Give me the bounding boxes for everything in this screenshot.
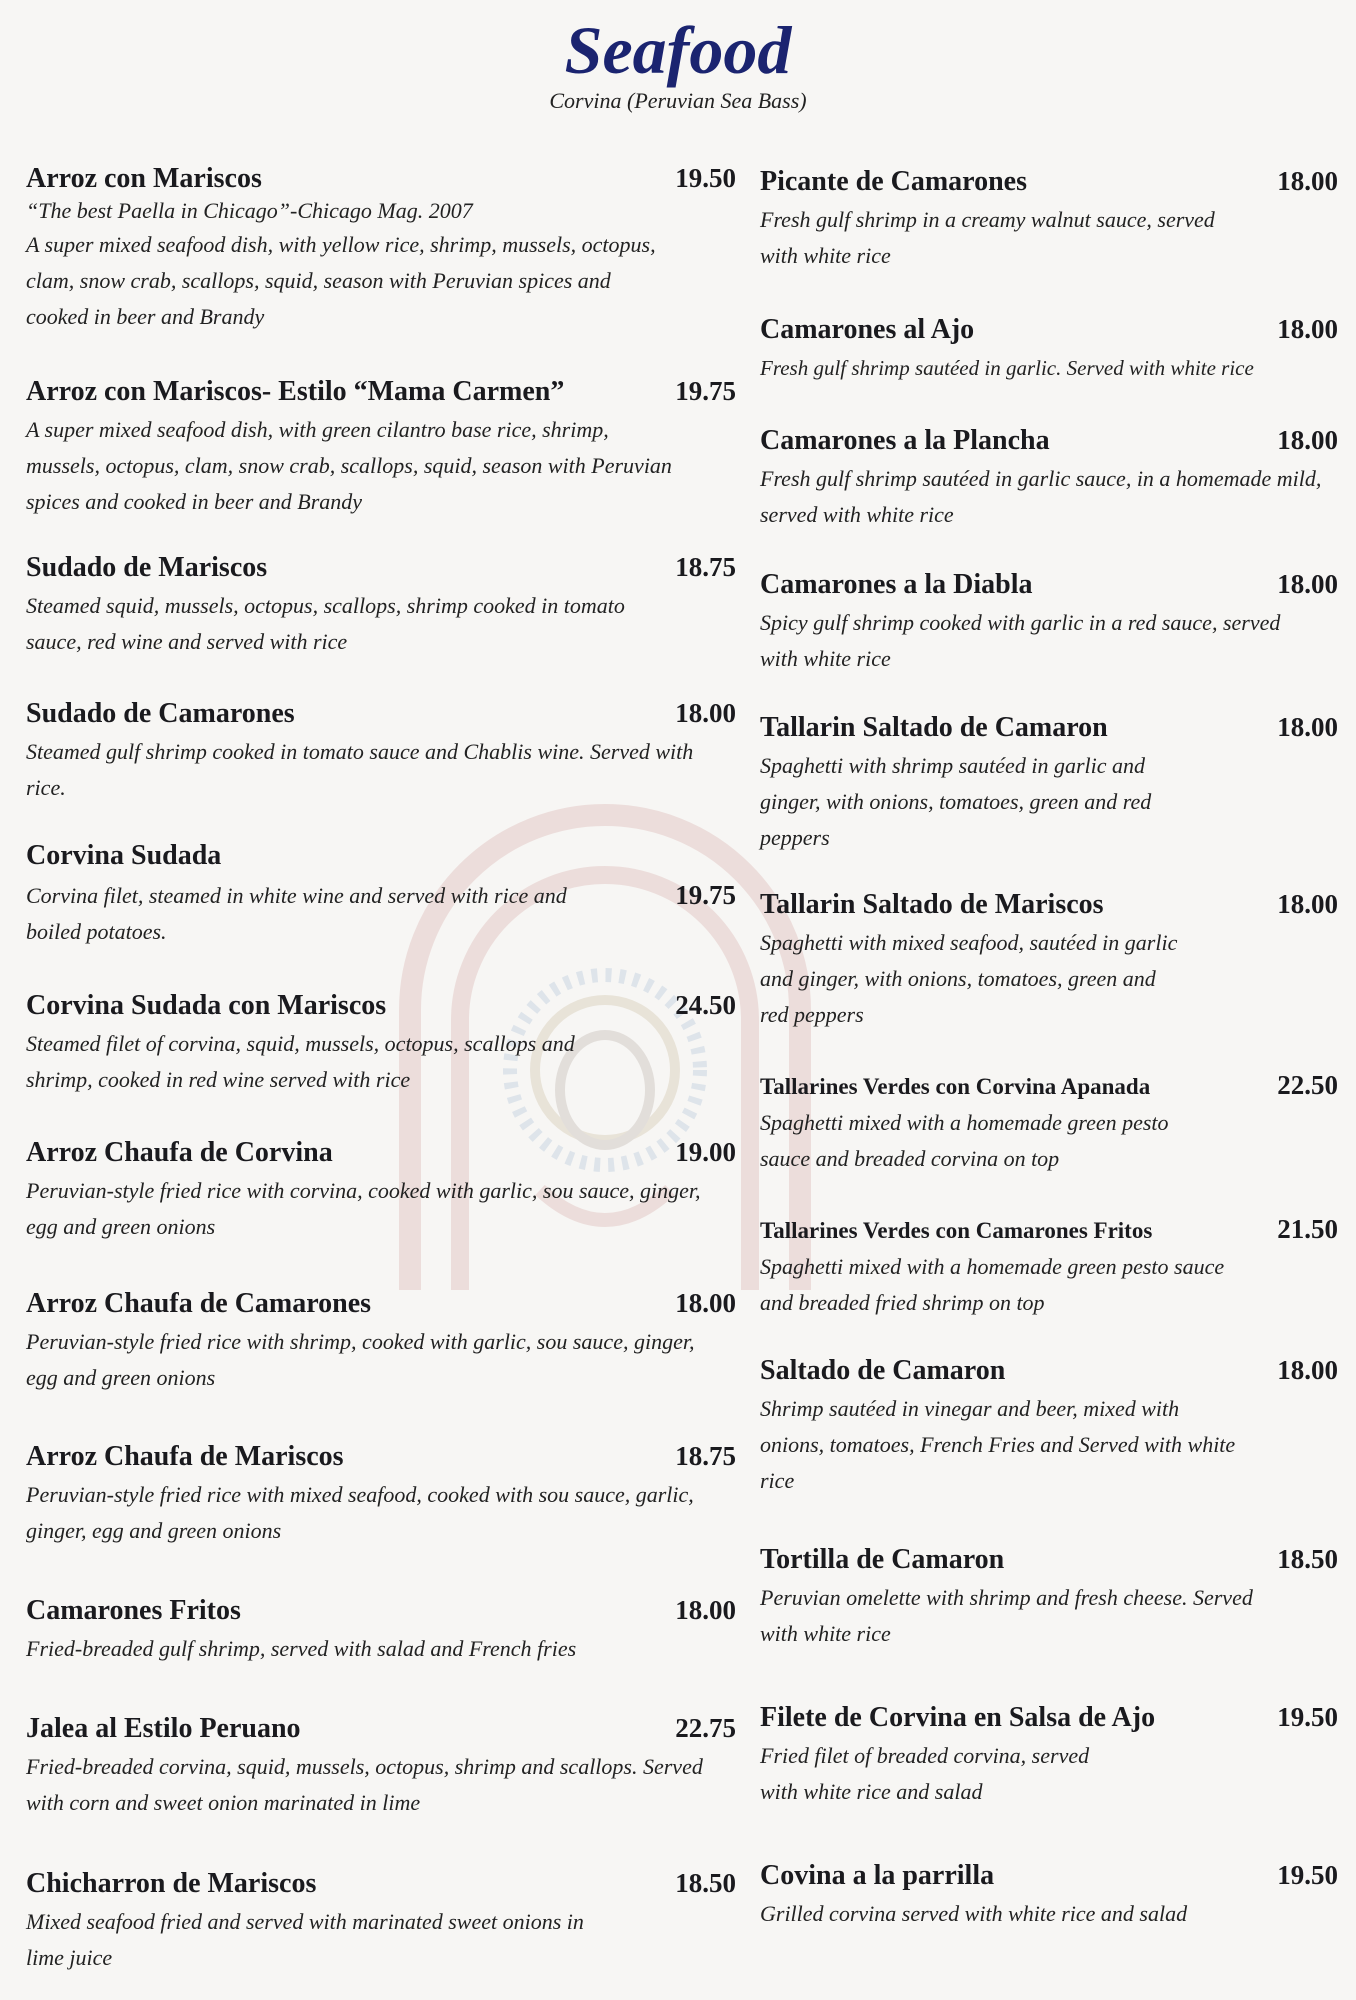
item-name: Tortilla de Camaron bbox=[760, 1544, 1005, 1575]
menu-item bbox=[26, 163, 736, 335]
item-price: 22.50 bbox=[1277, 1070, 1338, 1100]
menu-item bbox=[26, 1441, 736, 1549]
item-description: Peruvian-style fried rice with shrimp, cooked with garlic, sou sauce, ginger, egg and green onions bbox=[26, 1329, 695, 1390]
item-description: Fresh gulf shrimp in a creamy walnut sauce, served with white rice bbox=[760, 207, 1215, 268]
item-description: Shrimp sautéed in vinegar and beer, mixed with onions, tomatoes, French Fries and Served with white rice bbox=[760, 1396, 1236, 1493]
item-price: 19.50 bbox=[675, 163, 736, 193]
item-description: Peruvian omelette with shrimp and fresh cheese. Served with white rice bbox=[760, 1585, 1253, 1646]
item-description: Steamed squid, mussels, octopus, scallops, shrimp cooked in tomato sauce, red wine and served with rice bbox=[26, 593, 625, 654]
item-name: Sudado de Mariscos bbox=[26, 552, 268, 583]
item-description: Spaghetti mixed with a homemade green pesto sauce and breaded corvina on top bbox=[760, 1110, 1169, 1171]
item-name: Chicharron de Mariscos bbox=[26, 1868, 317, 1899]
section-title: Seafood bbox=[564, 12, 792, 88]
item-price: 18.00 bbox=[1277, 1355, 1338, 1385]
item-price: 18.00 bbox=[1277, 889, 1338, 919]
menu-item bbox=[26, 552, 736, 660]
item-price: 18.50 bbox=[675, 1868, 736, 1898]
item-name: Camarones a la Diabla bbox=[760, 569, 1033, 600]
item-price: 18.00 bbox=[1277, 314, 1338, 344]
menu-item bbox=[26, 1137, 736, 1245]
item-price: 19.75 bbox=[675, 880, 736, 910]
item-description: Fried-breaded gulf shrimp, served with salad and French fries bbox=[26, 1636, 577, 1661]
item-price: 19.50 bbox=[1277, 1702, 1338, 1732]
item-price: 22.75 bbox=[675, 1713, 736, 1743]
item-price: 19.75 bbox=[675, 376, 736, 406]
menu-item bbox=[26, 1868, 736, 1976]
item-description: Spicy gulf shrimp cooked with garlic in a red sauce, served with white rice bbox=[760, 610, 1281, 671]
menu-item bbox=[760, 889, 1338, 1033]
menu-item bbox=[26, 1713, 736, 1821]
menu-item bbox=[26, 1595, 736, 1667]
item-price: 18.00 bbox=[1277, 166, 1338, 196]
item-name: Camarones Fritos bbox=[26, 1595, 241, 1626]
item-name: Arroz Chaufa de Corvina bbox=[26, 1137, 333, 1168]
item-description: Steamed gulf shrimp cooked in tomato sauce and Chablis wine. Served with rice. bbox=[26, 739, 694, 800]
item-name: Tallarines Verdes con Camarones Fritos bbox=[760, 1218, 1153, 1243]
item-name: Camarones al Ajo bbox=[760, 314, 975, 345]
item-name: Arroz Chaufa de Mariscos bbox=[26, 1441, 344, 1472]
item-price: 21.50 bbox=[1277, 1214, 1338, 1244]
item-name: Arroz con Mariscos- Estilo “Mama Carmen” bbox=[26, 376, 565, 407]
item-price: 18.00 bbox=[1277, 712, 1338, 742]
item-description: Fried filet of breaded corvina, served with white rice and salad bbox=[760, 1743, 1090, 1804]
menu-item bbox=[26, 376, 736, 520]
menu-item bbox=[760, 425, 1338, 533]
item-name: Arroz con Mariscos bbox=[26, 163, 262, 194]
item-name: Saltado de Camaron bbox=[760, 1355, 1006, 1386]
item-price: 19.00 bbox=[675, 1137, 736, 1167]
item-name: Tallarin Saltado de Mariscos bbox=[760, 889, 1104, 920]
item-description: Spaghetti mixed with a homemade green pesto sauce and breaded fried shrimp on top bbox=[760, 1254, 1225, 1315]
menu-item bbox=[26, 990, 736, 1098]
item-description: Spaghetti with mixed seafood, sautéed in garlic and ginger, with onions, tomatoes, green and red peppers bbox=[760, 930, 1178, 1027]
item-name: Filete de Corvina en Salsa de Ajo bbox=[760, 1702, 1156, 1733]
item-price: 18.50 bbox=[1277, 1544, 1338, 1574]
menu-item bbox=[26, 1288, 736, 1396]
item-description: Steamed filet of corvina, squid, mussels, octopus, scallops and shrimp, cooked in red wine served with rice bbox=[26, 1031, 575, 1092]
item-description: Mixed seafood fried and served with marinated sweet onions in lime juice bbox=[26, 1909, 584, 1970]
section-subtitle: Corvina (Peruvian Sea Bass) bbox=[549, 88, 807, 113]
menu-header bbox=[0, 10, 1356, 114]
menu-item bbox=[760, 314, 1338, 386]
menu-item bbox=[760, 1702, 1338, 1810]
item-price: 18.75 bbox=[675, 552, 736, 582]
item-name: Tallarin Saltado de Camaron bbox=[760, 712, 1108, 743]
item-price: 24.50 bbox=[675, 990, 736, 1020]
menu-item bbox=[760, 1214, 1338, 1321]
item-name: Sudado de Camarones bbox=[26, 698, 295, 729]
menu-item bbox=[760, 1860, 1338, 1932]
item-price: 18.00 bbox=[1277, 569, 1338, 599]
item-description: Peruvian-style fried rice with mixed seafood, cooked with sou sauce, garlic, ginger, egg and green onions bbox=[26, 1482, 694, 1543]
item-price: 18.00 bbox=[1277, 425, 1338, 455]
menu-item bbox=[760, 712, 1338, 856]
menu-item bbox=[760, 166, 1338, 274]
item-price: 18.00 bbox=[675, 698, 736, 728]
menu-item bbox=[760, 1070, 1338, 1177]
item-name: Covina a la parrilla bbox=[760, 1860, 995, 1891]
item-price: 18.75 bbox=[675, 1441, 736, 1471]
item-price: 18.00 bbox=[675, 1288, 736, 1318]
menu-item bbox=[760, 569, 1338, 677]
menu-item bbox=[26, 840, 736, 950]
item-description: Peruvian-style fried rice with corvina, cooked with garlic, sou sauce, ginger, egg and green onions bbox=[26, 1178, 701, 1239]
item-description: Fresh gulf shrimp sautéed in garlic sauce, in a homemade mild, served with white rice bbox=[760, 466, 1322, 527]
item-name: Camarones a la Plancha bbox=[760, 425, 1050, 456]
item-description: Corvina filet, steamed in white wine and served with rice and boiled potatoes. bbox=[26, 883, 567, 944]
item-price: 18.00 bbox=[675, 1595, 736, 1625]
item-description: Grilled corvina served with white rice and salad bbox=[760, 1901, 1188, 1926]
item-description: Spaghetti with shrimp sautéed in garlic and ginger, with onions, tomatoes, green and red peppers bbox=[760, 753, 1152, 850]
item-name: Jalea al Estilo Peruano bbox=[26, 1713, 301, 1744]
menu-item bbox=[760, 1355, 1338, 1499]
item-name: Tallarines Verdes con Corvina Apanada bbox=[760, 1074, 1151, 1099]
item-name: Corvina Sudada bbox=[26, 840, 222, 871]
menu-item bbox=[760, 1544, 1338, 1652]
item-name: Corvina Sudada con Mariscos bbox=[26, 990, 387, 1021]
menu-item bbox=[26, 698, 736, 806]
item-name: Picante de Camarones bbox=[760, 166, 1027, 197]
item-price: 19.50 bbox=[1277, 1860, 1338, 1890]
item-description: Fried-breaded corvina, squid, mussels, octopus, shrimp and scallops. Served with corn and sweet onion marinated in lime bbox=[26, 1754, 703, 1815]
item-description: Fresh gulf shrimp sautéed in garlic. Served with white rice bbox=[760, 356, 1254, 380]
item-description: A super mixed seafood dish, with green cilantro base rice, shrimp, mussels, octopus, clam, snow crab, scallops, squid, season with Peruvian spices and cooked in beer and Brandy bbox=[26, 417, 672, 514]
item-description: A super mixed seafood dish, with yellow rice, shrimp, mussels, octopus, clam, snow crab, scallops, squid, season with Peruvian spices and cooked in beer and Brandy bbox=[26, 232, 656, 329]
item-name: Arroz Chaufa de Camarones bbox=[26, 1288, 372, 1319]
item-quote: “The best Paella in Chicago”-Chicago Mag. 2007 bbox=[26, 198, 473, 223]
